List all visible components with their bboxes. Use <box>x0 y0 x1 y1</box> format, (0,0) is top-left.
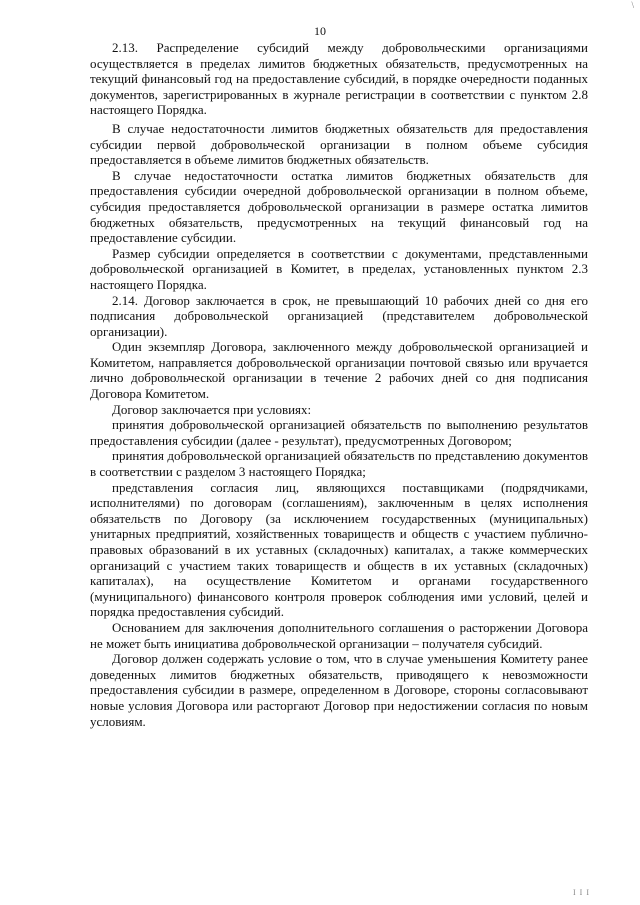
paragraph-subsidy-amount: Размер субсидии определяется в соответствии с документами, представленными добровольческой организацией в Комитет, в пределах, установленных пунктом 2.3 настоящего Порядка. <box>90 245 588 292</box>
condition-consent: представления согласия лиц, являющихся поставщиками (подрядчиками, исполнителями) по договорам (соглашениям), заключенным в целях исполнения обязательств по Договору (за исключением государственных (муниципальных) унитарных предприятий, хозяйственных товариществ и обществ с участием публично-правовых образований в их уставных (складочных) капиталах, а также коммерческих организаций с участием таких товариществ и обществ в их уставных (складочных) капиталах), на осуществление Комитетом и органами государственного (муниципального) финансового контроля проверок соблюдения ими условий, целей и порядка предоставления субсидий. <box>90 479 588 620</box>
corner-mark-top: \ <box>631 0 634 10</box>
condition-results: принятия добровольческой организацией обязательств по выполнению результатов предоставления субсидии (далее - результат), предусмотренных Договором; <box>90 417 588 448</box>
corner-mark-bottom: I I I <box>573 888 590 897</box>
page-number: 10 <box>314 24 326 38</box>
paragraph-limit-reduction: Договор должен содержать условие о том, что в случае уменьшения Комитету ранее доведенных лимитов бюджетных обязательств, приводящего к невозможности предоставления субсидии в размере, определенном в Договоре, стороны согласовывают новые условия Договора или расторгают Договор при недостижении согласия по новым условиям. <box>90 651 588 729</box>
paragraph-insufficient-limits-next: В случае недостаточности остатка лимитов бюджетных обязательств для предоставления субсидии очередной добровольческой организации в полном объеме, субсидия предоставляется добровольческой организации в размере остатка лимитов бюджетных обязательств, предусмотренных на текущий финансовый год на предоставление субсидии. <box>90 167 588 246</box>
paragraph-contract-conditions: Договор заключается при условиях: <box>112 401 312 417</box>
paragraph-2-14: 2.14. Договор заключается в срок, не превышающий 10 рабочих дней со дня его подписания добровольческой организацией (представителем добровольческой организации). <box>90 292 588 339</box>
paragraph-contract-copy: Один экземпляр Договора, заключенного между добровольческой организацией и Комитетом, направляется добровольческой организации почтовой связью или вручается лично добровольческой организации в течение 2 рабочих дней со дня подписания Договора Комитетом. <box>90 339 588 402</box>
paragraph-insufficient-limits-first: В случае недостаточности лимитов бюджетных обязательств для предоставления субсидии первой добровольческой организации в полном объеме субсидия предоставляется в объеме лимитов бюджетных обязательств. <box>90 120 588 168</box>
condition-documents: принятия добровольческой организацией обязательств по представлению документов в соответствии с разделом 3 настоящего Порядка; <box>90 448 588 480</box>
paragraph-2-13: 2.13. Распределение субсидий между добровольческими организациями осуществляется в пределах лимитов бюджетных обязательств, предусмотренных на текущий финансовый год на предоставление субсидий, в порядке очередности поданных документов, зарегистрированных в журнале регистрации в соответствии с пунктом 2.8 настоящего Порядка. <box>90 40 588 118</box>
paragraph-termination-basis: Основанием для заключения дополнительного соглашения о расторжении Договора не может быть инициатива добровольческой организации – получателя субсидий. <box>90 619 588 651</box>
document-body <box>90 40 588 729</box>
